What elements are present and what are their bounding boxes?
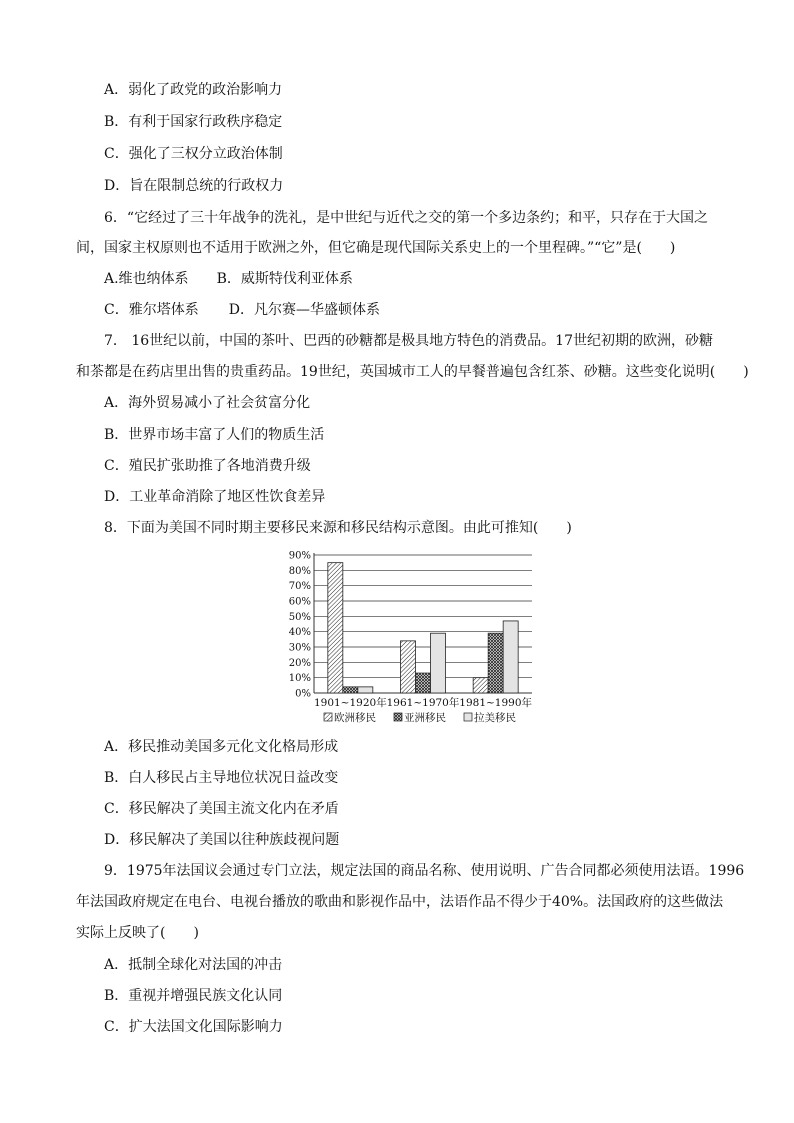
y-tick-label: 30% — [288, 642, 311, 654]
q9-option-b: B．重视并增强民族文化认同 — [104, 988, 283, 1004]
x-axis-labels — [314, 696, 533, 709]
q9-stem-line3: 实际上反映了( ) — [76, 925, 199, 941]
q8-option-b: B．白人移民占主导地位状况日益改变 — [104, 770, 339, 786]
q6-stem-line1: 6．“它经过了三十年战争的洗礼，是中世纪与近代之交的第一个多边条约；和平，只存在于大国之 — [104, 210, 709, 226]
q6-stem-line2: 间，国家主权原则也不适用于欧洲之外，但它确是现代国际关系史上的一个里程碑。”“它”是( ) — [76, 240, 676, 256]
q7-option-c: C．殖民扩张助推了各地消费升级 — [104, 458, 311, 474]
q6-options-row2 — [104, 300, 380, 320]
legend-label: 拉美移民 — [474, 712, 516, 724]
q9-option-a: A．抵制全球化对法国的冲击 — [104, 957, 283, 973]
bar-拉美移民 — [503, 621, 518, 693]
y-tick-label: 40% — [288, 627, 311, 639]
legend-swatch — [324, 713, 332, 721]
q9-stem-line1: 9．1975年法国议会通过专门立法，规定法国的商品名称、使用说明、广告合同都必须使用法语。1996 — [104, 863, 745, 879]
x-tick-label: 1901~1920年 — [313, 697, 387, 709]
x-tick-label: 1961~1970年 — [386, 697, 460, 709]
q7-option-a: A．海外贸易减小了社会贫富分化 — [104, 395, 311, 411]
q8-option-a: A．移民推动美国多元化文化格局形成 — [104, 739, 339, 755]
q5-option-b: B．有利于国家行政秩序稳定 — [104, 114, 283, 130]
y-tick-label: 80% — [288, 565, 311, 577]
bar-拉美移民 — [358, 687, 373, 693]
q6-option-d: D．凡尔赛—华盛顿体系 — [228, 302, 380, 318]
y-tick-label: 50% — [288, 611, 311, 623]
q5-option-a: A．弱化了政党的政治影响力 — [104, 82, 283, 98]
immigration-bar-chart — [282, 545, 542, 730]
legend-label: 亚洲移民 — [404, 712, 446, 724]
legend-swatch — [464, 713, 472, 721]
q6-option-b: B．威斯特伐利亚体系 — [216, 271, 353, 287]
q8-stem: 8．下面为美国不同时期主要移民来源和移民结构示意图。由此可推知( ) — [104, 520, 572, 536]
legend-label: 欧洲移民 — [334, 712, 376, 724]
q6-options-row1 — [104, 269, 353, 289]
q7-stem-line1: 7． 16世纪以前，中国的茶叶、巴西的砂糖都是极具地方特色的消费品。17世纪初期的欧洲，砂糖 — [104, 333, 713, 349]
q7-stem-line2: 和茶都是在药店里出售的贵重药品。19世纪，英国城市工人的早餐普遍包含红茶、砂糖。这些变化说明( ) — [76, 364, 749, 380]
y-tick-label: 60% — [288, 596, 311, 608]
q9-option-c: C．扩大法国文化国际影响力 — [104, 1019, 283, 1035]
bar-欧洲移民 — [473, 678, 488, 693]
x-tick-label: 1981~1990年 — [459, 697, 533, 709]
y-tick-label: 20% — [288, 657, 311, 669]
y-tick-label: 90% — [288, 550, 311, 562]
q9-stem-line2: 年法国政府规定在电台、电视台播放的歌曲和影视作品中，法语作品不得少于40%。法国政府的这些做法 — [76, 894, 724, 910]
q7-option-b: B．世界市场丰富了人们的物质生活 — [104, 427, 325, 443]
legend-swatch — [394, 713, 402, 721]
bar-亚洲移民 — [416, 673, 431, 693]
q5-option-c: C．强化了三权分立政治体制 — [104, 146, 283, 162]
bar-欧洲移民 — [401, 641, 416, 693]
y-tick-label: 70% — [288, 581, 311, 593]
q8-option-d: D．移民解决了美国以往种族歧视问题 — [104, 832, 340, 848]
q5-option-d: D．旨在限制总统的行政权力 — [104, 178, 284, 194]
q6-option-a: A.维也纳体系 — [104, 271, 189, 287]
q8-option-c: C．移民解决了美国主流文化内在矛盾 — [104, 801, 339, 817]
bar-亚洲移民 — [343, 687, 358, 693]
bar-欧洲移民 — [328, 563, 343, 693]
q6-option-c: C．雅尔塔体系 — [104, 302, 199, 318]
bar-拉美移民 — [431, 633, 446, 693]
q7-option-d: D．工业革命消除了地区性饮食差异 — [104, 489, 326, 505]
y-tick-label: 0% — [295, 688, 311, 700]
chart-bars — [328, 563, 518, 693]
y-tick-label: 10% — [288, 673, 311, 685]
y-axis-ticks — [289, 551, 311, 700]
bar-亚洲移民 — [488, 633, 503, 693]
chart-legend — [324, 711, 516, 724]
